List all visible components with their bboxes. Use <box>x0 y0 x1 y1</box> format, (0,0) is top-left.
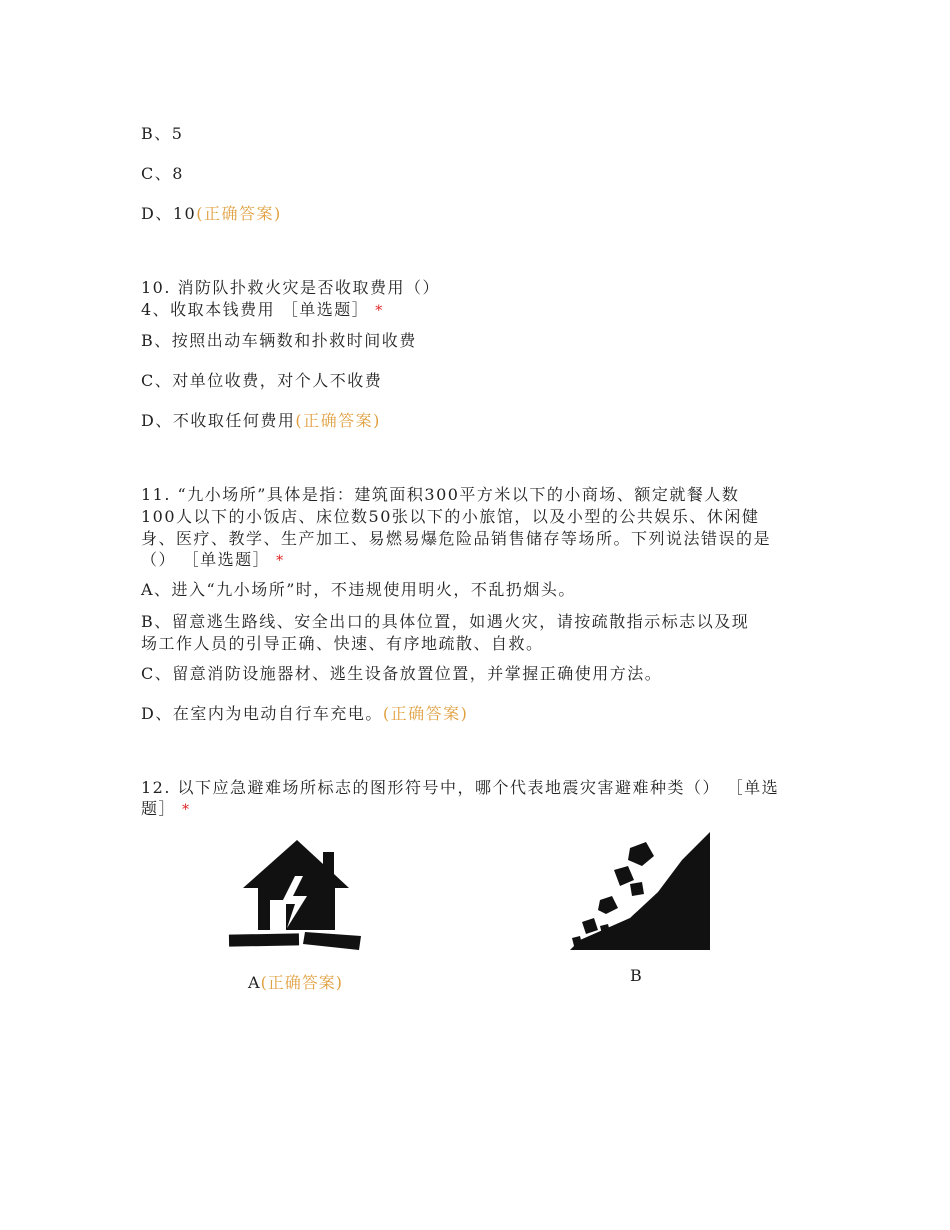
earthquake-house-icon <box>225 832 370 962</box>
question-type-tag: ［单选题］ <box>281 300 370 319</box>
correct-answer-label: (正确答案) <box>295 411 381 430</box>
q11-title-line1: 11. “九小场所”具体是指：建筑面积300平方米以下的小商场、额定就餐人数 <box>141 485 740 504</box>
q10-title-line2: 4、收取本钱费用 ［单选题］ * <box>141 300 384 319</box>
q11-option-c: C、留意消防设施器材、逃生设备放置位置，并掌握正确使用方法。 <box>141 664 663 683</box>
q9-option-c: C、8 <box>141 164 184 183</box>
option-a-caption: A(正确答案) <box>248 973 344 992</box>
q9-option-d: D、10(正确答案) <box>141 204 282 223</box>
option-b-caption: B <box>630 966 643 985</box>
correct-answer-label: (正确答案) <box>196 204 282 223</box>
q12-title-line1: 12. 以下应急避难场所标志的图形符号中，哪个代表地震灾害避难种类（） ［单选 <box>141 778 780 797</box>
q11-option-d: D、在室内为电动自行车充电。(正确答案) <box>141 704 469 723</box>
q10-option-c: C、对单位收费，对个人不收费 <box>141 371 383 390</box>
q11-option-b: B、留意逃生路线、安全出口的具体位置，如遇火灾，请按疏散指示标志以及现 <box>141 612 750 631</box>
required-star: * <box>375 303 384 319</box>
q10-title: 10. 消防队扑救火灾是否收取费用（） <box>141 278 441 297</box>
q11-option-a: A、进入“九小场所”时，不违规使用明火，不乱扔烟头。 <box>141 580 576 599</box>
correct-answer-label: (正确答案) <box>382 704 469 723</box>
required-star: * <box>182 802 191 818</box>
question-type-tag: ［单选题］ <box>182 550 271 569</box>
q12-title-line2: 题］ * <box>141 799 191 818</box>
q11-title-line2: 100人以下的小饭店、床位数50张以下的小旅馆，以及小型的公共娱乐、休闲健 <box>141 507 760 526</box>
q11-option-b-line2: 场工作人员的引导正确、快速、有序地疏散、自救。 <box>141 634 544 653</box>
landslide-icon <box>550 826 720 964</box>
required-star: * <box>276 553 285 569</box>
q10-option-d: D、不收取任何费用(正确答案) <box>141 411 381 430</box>
q10-option-b: B、按照出动车辆数和扑救时间收费 <box>141 331 417 350</box>
q9-option-b: B、5 <box>141 124 184 143</box>
q11-title-line4: （） ［单选题］ * <box>141 550 285 569</box>
q11-title-line3: 身、医疗、教学、生产加工、易燃易爆危险品销售储存等场所。下列说法错误的是 <box>141 529 772 548</box>
correct-answer-label: (正确答案) <box>260 973 344 992</box>
